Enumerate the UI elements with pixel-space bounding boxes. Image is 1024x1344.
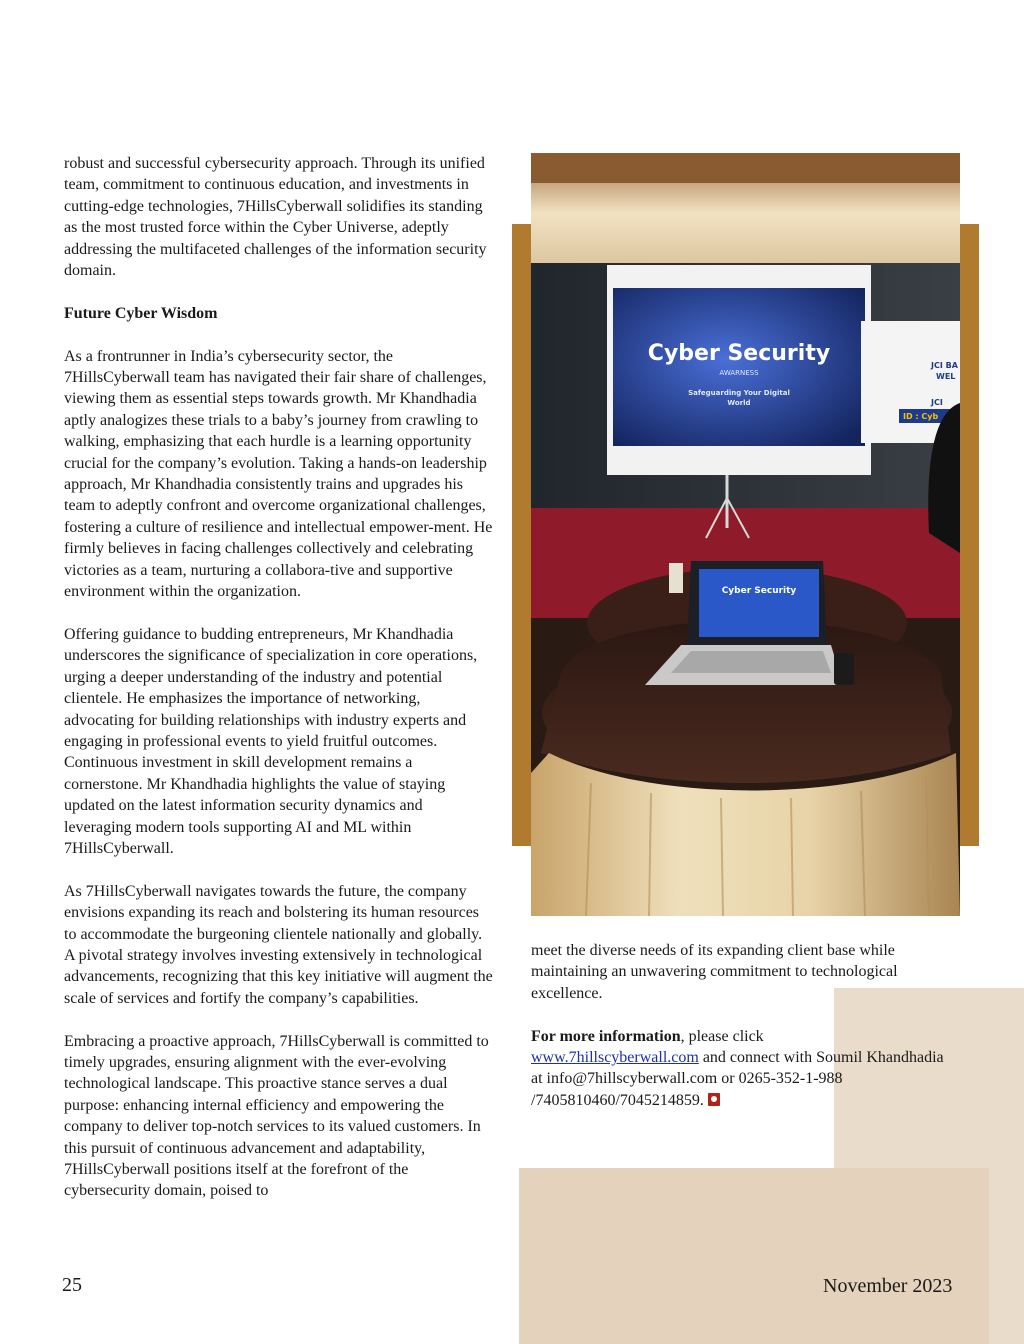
photo-illustration — [531, 153, 960, 916]
contact-text: and connect with Soumil Khandhadia at info@7hillscyberwall.com or 0265-352-1-988 /7405810460/7045214859. — [531, 1049, 944, 1109]
banner-text: WEL — [936, 372, 956, 381]
screen-tagline: World — [727, 399, 751, 407]
website-link[interactable]: www.7hillscyberwall.com — [531, 1049, 699, 1067]
paragraph: As 7HillsCyberwall navigates towards the future, the company envisions expanding its reach and bolstering its human resources to accommodate the burgeoning clientele nationally and globally. A pivotal strategy involves investing extensively in technological advancements, recognizing that this key initiative will augment the scale of services and fortify the company’s capabilities. — [64, 882, 493, 1007]
event-photo — [531, 153, 960, 916]
more-info-label: For more information — [531, 1027, 681, 1045]
beige-block-bottom — [519, 1168, 989, 1344]
paragraph: Embracing a proactive approach, 7HillsCyberwall is committed to timely upgrades, ensuring alignment with the ever-evolving technological landscape. This proactive stance serves a dual purpose: enhancing internal efficiency and empowering the company to deliver top-notch services to its valued customers. In this pursuit of continuous advancement and adaptability, 7HillsCyberwall positions itself at the forefront of the cybersecurity domain, poised to — [64, 1032, 489, 1200]
screen-subtitle: AWARNESS — [719, 369, 759, 377]
paragraph: As a frontrunner in India’s cybersecurity sector, the 7HillsCyberwall team has navigated their fair share of challenges, viewing them as essential steps towards growth. Mr Khandhadia aptly analogizes these trials to a baby’s journey from crawling to walking, emphasizing that each hurdle is a learning opportunity crucial for the company’s evolution. Taking a hands-on leadership approach, Mr Khandhadia consistently trains and upgrades his team to adeptly confront and overcome organizational challenges, fostering a culture of resilience and intellectual empower-ment. He firmly believes in facing challenges collectively and celebrating victories as a team, nurturing a collabora-tive and supportive environment within the organization. — [64, 347, 493, 601]
banner-text: ID : Cyb — [903, 412, 939, 421]
issue-date: November 2023 — [823, 1275, 953, 1297]
paragraph: robust and successful cybersecurity approach. Through its unified team, commitment to continuous education, and investments in cutting-edge technologies, 7HillsCyberwall solidifies its standing as the most trusted force within the Cyber Universe, adeptly addressing the multifaceted challenges of the information security domain. — [64, 155, 487, 280]
more-info-paragraph — [531, 1026, 951, 1112]
banner-text: JCI BA — [931, 361, 958, 370]
screen-tagline: Safeguarding Your Digital — [688, 389, 790, 397]
end-of-article-icon — [708, 1093, 720, 1106]
page-number: 25 — [62, 1274, 82, 1296]
right-column — [531, 940, 951, 1133]
left-column — [64, 153, 494, 1223]
section-heading: Future Cyber Wisdom — [64, 304, 218, 322]
banner-text: JCI — [931, 398, 943, 407]
paragraph: meet the diverse needs of its expanding client base while maintaining an unwavering commitment to technological excellence. — [531, 942, 898, 1002]
laptop-screen-title: Cyber Security — [721, 586, 797, 596]
paragraph: Offering guidance to budding entrepreneurs, Mr Khandhadia underscores the significance of specialization in core operations, urging a deeper understanding of the industry and potential clientele. He emphasizes the importance of networking, advocating for building relationships with industry experts and engaging in professional events to yield fruitful outcomes. Continuous investment in skill development remains a cornerstone. Mr Khandhadia highlights the value of staying updated on the latest information security dynamics and leveraging modern tools supporting AI and ML within 7HillsCyberwall. — [64, 625, 478, 857]
more-info-text: , please click — [680, 1027, 764, 1045]
screen-title: Cyber Security — [647, 341, 831, 366]
